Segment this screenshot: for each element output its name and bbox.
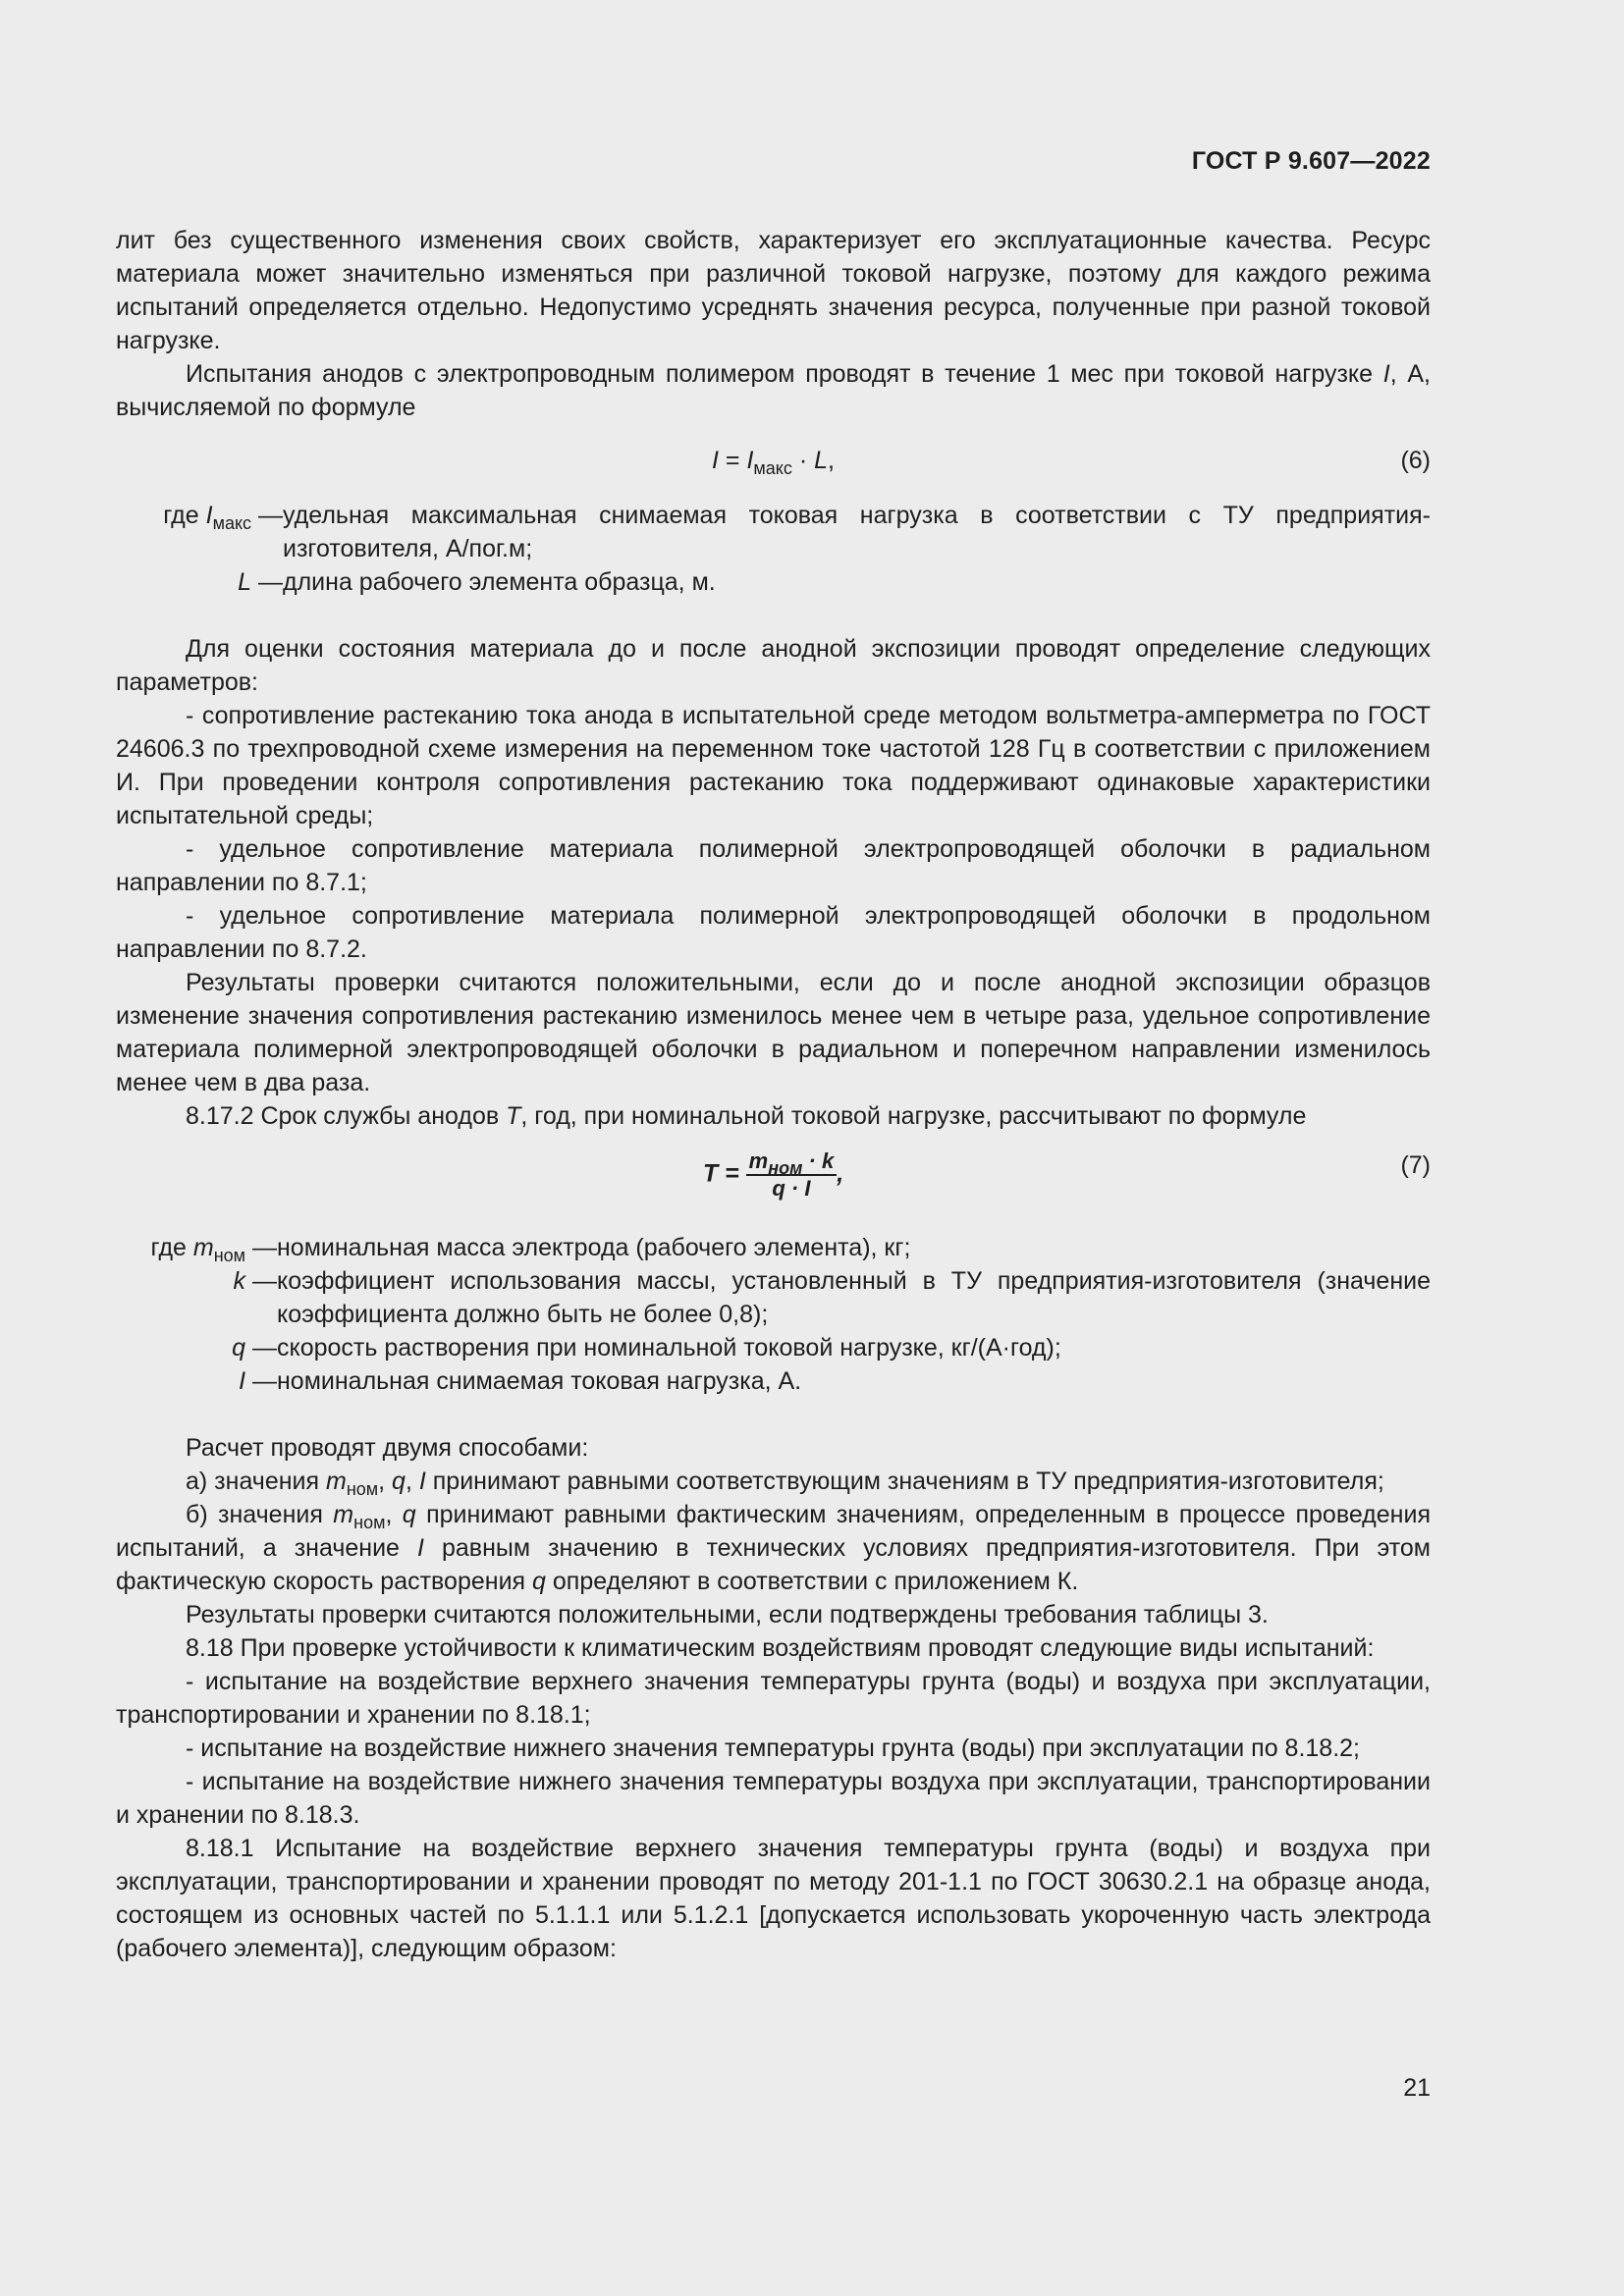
equation-number: (6) bbox=[1400, 447, 1431, 474]
paragraph: Результаты проверки считаются положительными, если подтверждены требования таблицы 3. bbox=[186, 1601, 1269, 1629]
list-item: а) значения $m_{ном}$, q, I принимают равными соответствующим значениям в ТУ предприятия-изготовителя; bbox=[186, 1468, 1384, 1499]
page-number: 21 bbox=[1403, 2074, 1431, 2102]
where-entry: q — скорость растворения при номинальной токовой нагрузке, кг/(А·год); bbox=[232, 1334, 1061, 1362]
fraction: $\frac{m_{ном} \cdot k}{q \cdot I}$ bbox=[746, 1148, 838, 1201]
paragraph: Для оценки состояния материала до и после анодной экспозиции проводят определение следующих параметров: bbox=[116, 635, 1431, 696]
paragraph: 8.17.2 Срок службы анодов T, год, при номинальной токовой нагрузке, рассчитывают по формуле bbox=[186, 1102, 1307, 1130]
formula-6 bbox=[116, 440, 1431, 481]
equation-number: (7) bbox=[1400, 1151, 1431, 1179]
paragraph: Расчет проводят двумя способами: bbox=[186, 1434, 589, 1462]
formula-7 bbox=[116, 1145, 1431, 1211]
list-item: - удельное сопротивление материала полимерной электропроводящей оболочки в радиальном направлении по 8.7.1; bbox=[116, 835, 1431, 896]
list-item: - сопротивление растеканию тока анода в испытательной среде методом вольтметра-амперметра по ГОСТ 24606.3 по трехпроводной схеме измерения на переменном токе частотой 128 Гц в соответствии с приложением И. При проведении контроля сопротивления растеканию тока поддерживают одинаковые характеристики испытательной среды; bbox=[116, 702, 1431, 829]
list-item: - испытание на воздействие нижнего значения температуры грунта (воды) при эксплуатации по 8.18.2; bbox=[186, 1735, 1360, 1762]
where-entry: I — номинальная снимаемая токовая нагрузка, А. bbox=[239, 1367, 802, 1395]
list-item: - испытание на воздействие нижнего значения температуры воздуха при эксплуатации, транспортировании и хранении по 8.18.3. bbox=[116, 1768, 1431, 1829]
paragraph: 8.18.1 Испытание на воздействие верхнего значения температуры грунта (воды) и воздуха при эксплуатации, транспортировании и хранении проводят по методу 201-1.1 по ГОСТ 30630.2.1 на образце анода, состоящем из основных частей по 5.1.1.1 или 5.1.2.1 [допускается использовать укороченную часть электрода (рабочего элемента)], следующим образом: bbox=[116, 1835, 1431, 1962]
document-body bbox=[116, 224, 1431, 1965]
paragraph: Испытания анодов с электропроводным полимером проводят в течение 1 мес при токовой нагрузке I, А, вычисляемой по формуле bbox=[116, 360, 1431, 421]
where-entry: k — коэффициент использования массы, установленный в ТУ предприятия-изготовителя (значение коэффициента должно быть не более 0,8); bbox=[233, 1267, 1431, 1328]
formula-expression: T = $\frac{m_{ном} \cdot k}{q \cdot I}$ , bbox=[702, 1148, 844, 1201]
paragraph: Результаты проверки считаются положительными, если до и после анодной экспозиции образцов изменение значения сопротивления растеканию изменилось менее чем в четыре раза, удельное сопротивление материала полимерной электропроводящей оболочки в радиальном и поперечном направлении изменилось менее чем в два раза. bbox=[116, 969, 1431, 1096]
paragraph: лит без существенного изменения своих свойств, характеризует его эксплуатационные качества. Ресурс материала может значительно изменяться при различной токовой нагрузке, поэтому для каждого режима испытаний определяется отдельно. Недопустимо усреднять значения ресурса, полученные при разной токовой нагрузке. bbox=[116, 227, 1431, 354]
list-item: - удельное сопротивление материала полимерной электропроводящей оболочки в продольном направлении по 8.7.2. bbox=[116, 902, 1431, 963]
list-item: б) значения $m_{ном}$, q принимают равными фактическим значениям, определенным в процессе проведения испытаний, а значение I равным значению в технических условиях предприятия-изготовителя. При этом фактическую скорость растворения q определяют в соответствии с приложением К. bbox=[116, 1501, 1431, 1595]
paragraph: 8.18 При проверке устойчивости к климатическим воздействиям проводят следующие виды испытаний: bbox=[186, 1634, 1375, 1662]
where-entry: L — длина рабочего элемента образца, м. bbox=[238, 568, 716, 596]
list-item: - испытание на воздействие верхнего значения температуры грунта (воды) и воздуха при эксплуатации, транспортировании и хранении по 8.18.1; bbox=[116, 1668, 1431, 1729]
where-entry: где $m_{ном}$ — номинальная масса электрода (рабочего элемента), кг; bbox=[150, 1234, 911, 1265]
document-code-header: ГОСТ Р 9.607—2022 bbox=[1191, 147, 1431, 175]
formula-expression: $I = I_{макс} \cdot L$, bbox=[712, 447, 835, 478]
where-entry: где $I_{макс}$ — удельная максимальная снимаемая токовая нагрузка в соответствии с ТУ предприятия-изготовителя, А/пог.м; bbox=[163, 502, 1431, 562]
